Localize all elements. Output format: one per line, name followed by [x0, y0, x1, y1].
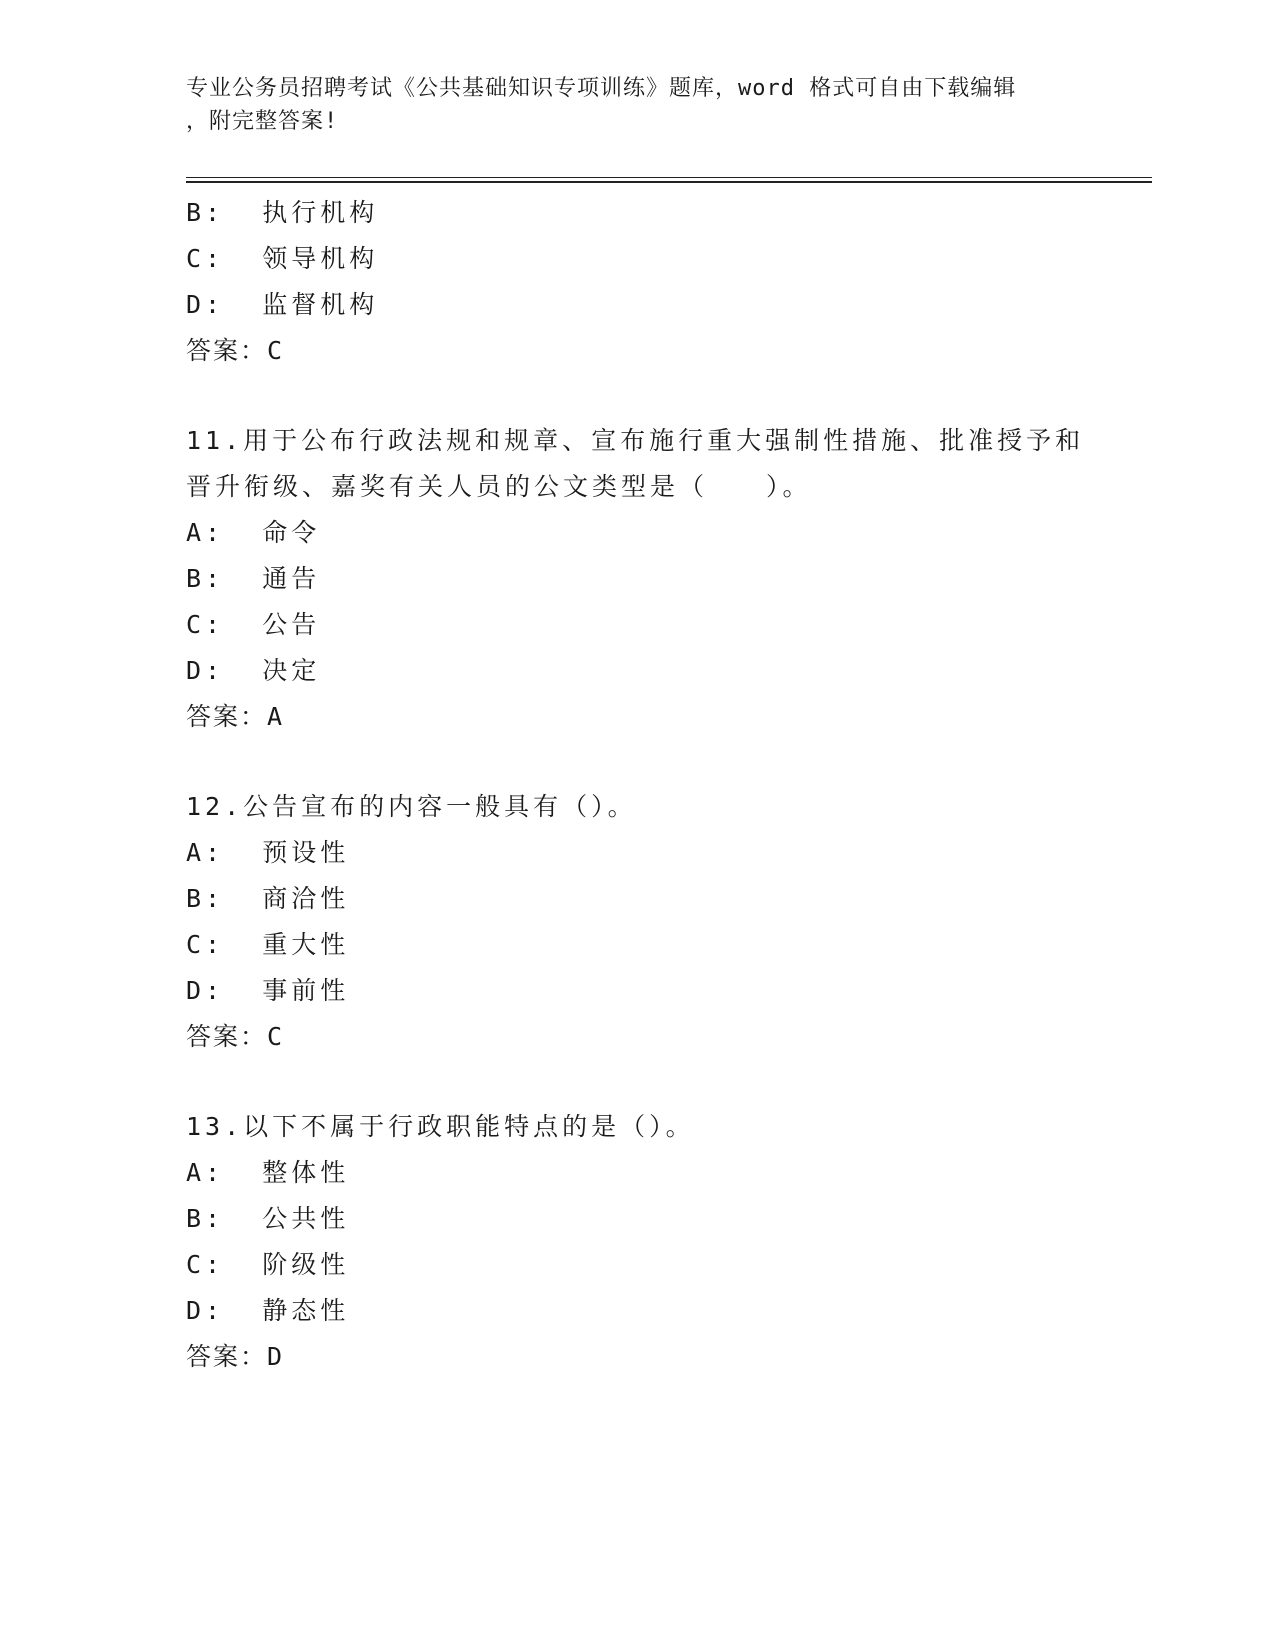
- question-stem-line-1: 13.以下不属于行政职能特点的是（）。: [186, 1112, 695, 1141]
- option-letter: D:: [186, 1296, 225, 1325]
- option-d: [186, 1288, 1086, 1334]
- header-rule-thin: [186, 177, 1152, 178]
- option-text: 领导机构: [262, 244, 379, 273]
- answer-label: 答案：: [186, 702, 268, 731]
- header-line-1: 专业公务员招聘考试《公共基础知识专项训练》题库，word 格式可自由下载编辑: [186, 76, 1017, 101]
- option-text: 预设性: [262, 838, 350, 867]
- option-text: 阶级性: [262, 1250, 350, 1279]
- question-stem-line-1: 12.公告宣布的内容一般具有（）。: [186, 792, 637, 821]
- option-letter: C:: [186, 1250, 225, 1279]
- answer-value: A: [267, 702, 284, 731]
- option-letter: B:: [186, 198, 225, 227]
- option-a: [186, 830, 1086, 876]
- option-letter: D:: [186, 290, 225, 319]
- question-stem-line-1: 11.用于公布行政法规和规章、宣布施行重大强制性措施、批准授予和: [186, 426, 1085, 455]
- answer-line: [186, 1014, 1086, 1060]
- option-letter: C:: [186, 244, 225, 273]
- option-text: 监督机构: [262, 290, 379, 319]
- answer-line: [186, 328, 1086, 374]
- question-block-12: [186, 784, 1086, 1060]
- question-block-13: [186, 1104, 1086, 1380]
- question-list: [186, 190, 1086, 1380]
- option-b: [186, 190, 1086, 236]
- option-a: [186, 510, 1086, 556]
- option-text: 公告: [262, 610, 321, 639]
- option-letter: B:: [186, 564, 225, 593]
- option-letter: A:: [186, 1158, 225, 1187]
- option-letter: D:: [186, 976, 225, 1005]
- answer-line: [186, 1334, 1086, 1380]
- option-text: 静态性: [262, 1296, 350, 1325]
- option-letter: C:: [186, 930, 225, 959]
- option-text: 商洽性: [262, 884, 350, 913]
- option-text: 决定: [262, 656, 321, 685]
- option-letter: B:: [186, 1204, 225, 1233]
- option-b: [186, 556, 1086, 602]
- answer-line: [186, 694, 1086, 740]
- option-c: [186, 602, 1086, 648]
- question-block-11: [186, 418, 1086, 740]
- option-letter: C:: [186, 610, 225, 639]
- option-d: [186, 968, 1086, 1014]
- option-text: 通告: [262, 564, 321, 593]
- option-d: [186, 648, 1086, 694]
- option-letter: B:: [186, 884, 225, 913]
- answer-value: D: [267, 1342, 284, 1371]
- answer-label: 答案：: [186, 336, 268, 365]
- option-text: 公共性: [262, 1204, 350, 1233]
- answer-label: 答案：: [186, 1022, 268, 1051]
- option-b: [186, 1196, 1086, 1242]
- question-stem-line-2: 晋升衔级、嘉奖有关人员的公文类型是（ ）。: [186, 472, 812, 501]
- option-text: 命令: [262, 518, 321, 547]
- option-c: [186, 922, 1086, 968]
- header-rule-thick: [186, 181, 1152, 183]
- option-letter: A:: [186, 838, 225, 867]
- option-c: [186, 1242, 1086, 1288]
- option-d: [186, 282, 1086, 328]
- answer-value: C: [267, 336, 284, 365]
- header-line-2: ，附完整答案!: [186, 109, 339, 134]
- option-letter: D:: [186, 656, 225, 685]
- answer-label: 答案：: [186, 1342, 268, 1371]
- option-c: [186, 236, 1086, 282]
- option-a: [186, 1150, 1086, 1196]
- answer-value: C: [267, 1022, 284, 1051]
- option-b: [186, 876, 1086, 922]
- option-text: 整体性: [262, 1158, 350, 1187]
- document-header: [186, 72, 1066, 138]
- option-text: 重大性: [262, 930, 350, 959]
- option-text: 执行机构: [262, 198, 379, 227]
- question-block-prev: [186, 190, 1086, 374]
- option-letter: A:: [186, 518, 225, 547]
- option-text: 事前性: [262, 976, 350, 1005]
